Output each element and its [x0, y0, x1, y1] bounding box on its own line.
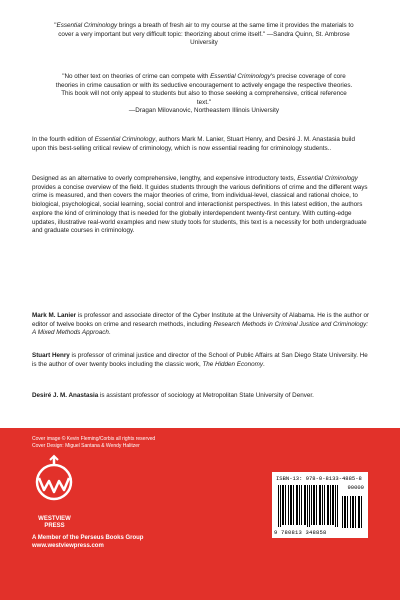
- price-barcode-bars: [342, 492, 364, 528]
- quote-1-attribution: —Sandra Quinn, St. Ambrose University: [190, 30, 350, 47]
- quote-1-title: Essential Criminology: [56, 22, 118, 29]
- intro-paragraph: [32, 136, 370, 153]
- westview-press-logo-icon: [30, 454, 78, 514]
- isbn-barcode: [272, 472, 368, 538]
- intro-after: , authors Mark M. Lanier, Stuart Henry, and Desiré J. M. Anastasia build upon this best-selling critical review of criminology, which is now essential reading for criminology students..: [32, 136, 355, 152]
- cover-image-credit: Cover image © Kevin Fleming/Corbis all rights reserved: [32, 436, 156, 442]
- author-bio-end: .: [263, 360, 265, 368]
- author-bio-text: is assistant professor of sociology at Metropolitan State University of Denver.: [98, 392, 314, 399]
- author-bio-end: .: [108, 329, 111, 337]
- quote-1-text: brings a breath of fresh air to my course at the same time it provides the materials to cover a very important but very difficult topic: theorizing about crime itself.": [58, 22, 354, 38]
- logo-line-2: PRESS: [44, 523, 65, 529]
- author-bio-text: is professor of criminal justice and director of the School of Public Affairs at San Diego State University. He is the author of over twenty books including the classic work,: [32, 352, 368, 368]
- author-book-title: The Hidden Economy: [202, 360, 264, 368]
- quote-2-attribution: —Dragan Milovanovic, Northeastern Illinois University: [128, 107, 280, 115]
- cover-design-credit: Cover Design: Miguel Santana & Wendy Halitzer: [32, 443, 140, 449]
- author-bio-henry: [32, 352, 370, 369]
- author-name: Mark M. Lanier: [32, 312, 77, 319]
- description-paragraph: [32, 175, 370, 236]
- cover-credits: [32, 436, 155, 450]
- isbn-number: ISBN-13: 978-0-8133-4885-8: [276, 475, 362, 482]
- author-bio-lanier: [32, 312, 370, 338]
- quote-2-title: Essential Criminology: [210, 73, 271, 80]
- quote-2-text-before: "No other text on theories of crime can compete with: [62, 73, 211, 80]
- barcode-digits: 9 780813 348858: [274, 529, 327, 536]
- author-name: Desiré J. M. Anastasia: [32, 392, 99, 399]
- description-after: provides a concise overview of the field. It guides students through the various definitions of crime and the different ways crime is measured, and then covers the major theories of crime, from individual-level, classical and rational choice, to biological, psychological, social learning, social control and interactionist perspectives. In this latest edition, the authors explore the kind of criminology that is needed for the globally interdependent twenty-first century. With cutting-edge updates, illustrative real-world examples and new study tools for students, this text is a necessity for both undergraduate and graduate courses in criminology.: [32, 183, 368, 235]
- author-bio-anastasia: [32, 392, 370, 401]
- intro-before: In the fourth edition of: [32, 136, 95, 143]
- publisher-member-line: A Member of the Perseus Books Group: [32, 535, 144, 541]
- publisher-info: [32, 534, 143, 550]
- price-code: 90000: [347, 484, 364, 491]
- author-book-title: Research Methods in Criminal Justice and Criminology: A Mixed Methods Approach: [32, 320, 368, 337]
- review-quote-1: "Essential Criminology brings a breath of fresh air to my course at the same time it provides the materials to cover a very important but very difficult topic: theorizing about crime itself." —Sandra Quinn, St. Ambrose University: [54, 22, 354, 47]
- description-before: Designed as an alternative to overly comprehensive, lengthy, and expensive introductory texts,: [32, 175, 298, 182]
- logo-line-1: WESTVIEW: [38, 516, 71, 522]
- review-quote-2: [54, 73, 354, 116]
- ean-barcode-bars: [278, 485, 340, 527]
- intro-title: Essential Criminology: [94, 136, 156, 143]
- author-bio-text: is professor and associate director of the Cyber Institute at the University of Alabama. He is the author or editor of twelve books on crime and research methods, including: [32, 312, 370, 328]
- description-title: Essential Criminology: [297, 175, 358, 182]
- logo-wordmark: [32, 516, 77, 530]
- author-name: Stuart Henry: [32, 352, 70, 359]
- quote-2-text-after: 's precise coverage of core theories in crime causation or with its seductive encouragement to actively engage the respective theories. This book will not only appeal to students but also to those seeking a comprehensive, critical reference text.": [55, 73, 353, 106]
- publisher-url: www.westviewpress.com: [32, 543, 104, 549]
- publisher-panel: [0, 428, 400, 600]
